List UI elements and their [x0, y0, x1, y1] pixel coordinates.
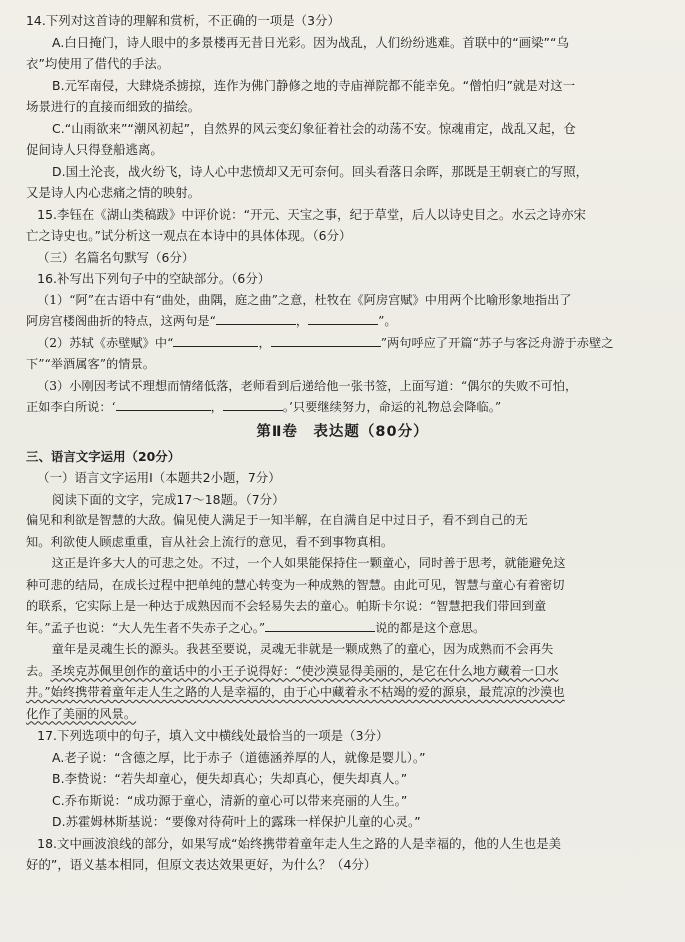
passage-p3-line3	[26, 682, 659, 704]
q14-option-c-cont: 促间诗人只得登船逃离。	[26, 142, 163, 157]
blank-1[interactable]	[216, 312, 296, 325]
q16-item1-line2: 阿房宫楼阁曲折的特点，这两句是“ ， ”。	[26, 314, 397, 328]
q14-option-c: C.“山雨欲来”“潮风初起”，自然界的风云变幻象征着社会的动荡不安。惊魂甫定，战乱又起，仓	[52, 120, 576, 136]
q14-option-b-cont: 场景进行的直接而细致的描绘。	[26, 99, 201, 114]
passage-p3-line1: 童年是灵魂生长的源头。我甚至要说，灵魂无非就是一颗成熟了的童心，因为成熟而不会再失	[51, 642, 554, 656]
blank-4[interactable]	[271, 334, 381, 347]
q16-item2-line2: 下”“举酒属客”的情景。	[26, 357, 155, 371]
q17-option-b: B.李贽说：“若失却童心，便失却真心；失却真心，便失却真人。”	[52, 771, 408, 786]
passage-p2-line4: 年。”孟子也说：“大人先生者不失赤子之心。” 说的都是这个意思。	[26, 620, 486, 635]
q16-item2-line1: （2）苏轼《赤壁赋》中“ ， ”两句呼应了开篇“苏子与客泛舟游于赤壁之	[36, 335, 614, 350]
subsection1-heading: （一）语言文字运用Ⅰ（本题共2小题，7分）	[37, 470, 281, 485]
blank-6[interactable]	[223, 398, 283, 411]
passage-p3-line2: 去。圣埃克苏佩里创作的童话中的小王子说得好：“使沙漠显得美丽的，是它在什么地方藏着一口水	[26, 663, 559, 678]
q17-option-d: D.苏霍姆林斯基说：“要像对待荷叶上的露珠一样保护儿童的心灵。”	[52, 814, 421, 829]
q18-line-2: 好的”，语义基本相同，但原文表达效果更好，为什么？（4分）	[26, 857, 377, 872]
q16-item1-line1: （1）“阿”在古语中有“曲处，曲隅，庭之曲”之意，杜牧在《阿房宫赋》中用两个比喻形象地指出了	[36, 292, 572, 307]
blank-2[interactable]	[308, 312, 378, 325]
wavy-underlined-text-3: 化作了美丽的风景。	[26, 706, 137, 721]
q15-line-2: 亡之诗史也。”试分析这一观点在本诗中的具体体现。（6分）	[26, 228, 352, 243]
passage-p2-line3: 的联系，它实际上是一种达于成熟因而不会轻易失去的童心。帕斯卡尔说：“智慧把我们带回到童	[26, 599, 547, 613]
passage-p1-line1: 偏见和利欲是智慧的大敌。偏见使人满足于一知半解，在自满自足中过日子，看不到自己的无	[26, 513, 528, 527]
section3-heading: 三、语言文字运用（20分）	[26, 448, 181, 464]
wavy-underlined-text-2: 井。”始终携带着童年走人生之路的人是幸福的，由于心中藏着永不枯竭的爱的源泉，最荒凉的沙漠也	[26, 685, 565, 699]
q17-option-a: A.老子说：“含德之厚，比于赤子（道德涵养厚的人，就像是婴儿）。”	[52, 749, 426, 765]
passage-p2-line2: 种可悲的结局，在成长过程中把单纯的慧心转变为一种成熟的智慧。由此可见，智慧与童心有着密切	[26, 577, 565, 592]
passage-blank[interactable]	[265, 619, 375, 632]
reading-instruction: 阅读下面的文字，完成17～18题。（7分）	[52, 491, 285, 507]
q17-stem: 17.下列选项中的句子，填入文中横线处最恰当的一项是（3分）	[37, 728, 389, 743]
blank-5[interactable]	[116, 398, 211, 411]
wavy-underlined-text: 圣埃克苏佩里创作的童话中的小王子说得好：“使沙漠显得美丽的，是它在什么地方藏着一口水	[50, 663, 559, 678]
passage-p3-line4	[26, 704, 659, 726]
q18-line-1: 18.文中画波浪线的部分，如果写成“始终携带着童年走人生之路的人是幸福的，他的人生也是美	[37, 835, 562, 851]
q14-option-d: D.国土沦丧，战火纷飞，诗人心中悲愤却又无可奈何。回头看落日余晖，那既是王朝衰亡的写照，	[52, 163, 589, 179]
q14-option-d-cont: 又是诗人内心悲痛之情的映射。	[26, 185, 201, 200]
blank-3[interactable]	[173, 334, 258, 347]
q16-item3-line2: 正如李白所说：‘ ， 。’只要继续努力，命运的礼物总会降临。”	[26, 400, 502, 414]
q14-option-a-cont: 衣”均使用了借代的手法。	[26, 56, 170, 71]
part3-heading: （三）名篇名句默写（6分）	[37, 249, 195, 265]
q14-option-b: B.元军南侵，大肆烧杀掳掠，连作为佛门静修之地的寺庙禅院都不能幸免。“僧怕归”就是对这一	[52, 77, 576, 93]
volume-2-title: 第Ⅱ卷 表达题（80分）	[256, 423, 429, 440]
q17-option-c: C.乔布斯说：“成功源于童心，清新的童心可以带来亮丽的人生。”	[52, 792, 408, 808]
q15-line-1: 15.李钰在《湖山类稿跋》中评价说：“开元、天宝之事，纪于草堂，后人以诗史目之。水云之诗亦宋	[37, 206, 586, 222]
q14-stem: 14.下列对这首诗的理解和赏析，不正确的一项是（3分）	[26, 13, 340, 28]
q16-stem: 16.补写出下列句子中的空缺部分。（6分）	[37, 271, 271, 286]
passage-p1-line2: 知。利欲使人顾虑重重，盲从社会上流行的意见，看不到事物真相。	[26, 534, 394, 549]
passage-p2-line1: 这正是许多大人的可悲之处。不过，一个人如果能保持住一颗童心，同时善于思考，就能避免这	[51, 556, 566, 570]
q16-item3-line1: （3）小刚因考试不理想而情绪低落，老师看到后递给他一张书签，上面写道：“偶尔的失败不可怕，	[36, 378, 578, 393]
q14-option-a: A.白日掩门，诗人眼中的多景楼再无昔日光彩。因为战乱，人们纷纷逃难。首联中的“画梁”“乌	[52, 34, 569, 50]
